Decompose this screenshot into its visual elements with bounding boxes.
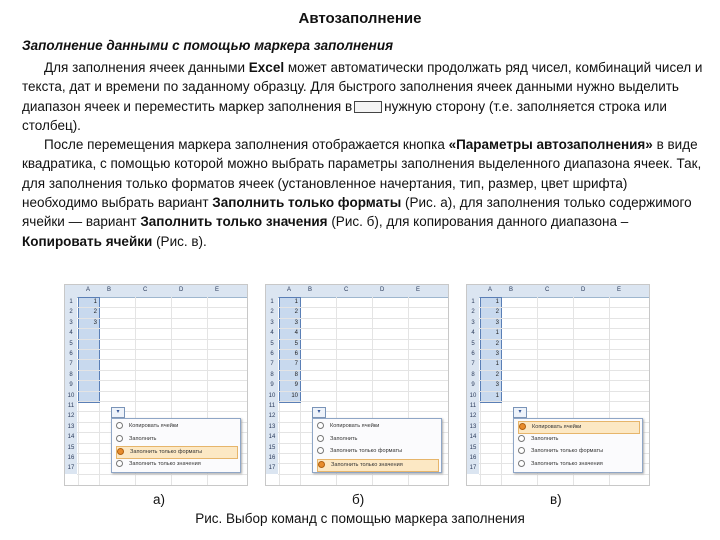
row-header: 1 [65,297,77,307]
radio-icon [317,435,324,442]
column-header: A [287,287,292,293]
grid-line [77,370,247,371]
cell-value: 3 [495,319,499,326]
cell-value: 3 [495,382,499,389]
row-header: 1 [266,297,278,307]
menu-item[interactable] [518,421,640,434]
row-header: 17 [65,463,77,473]
row-header: 15 [266,443,278,453]
menu-item[interactable] [518,459,638,470]
radio-icon [116,435,123,442]
menu-item[interactable] [317,446,437,457]
grid-line [77,307,247,308]
row-header: 14 [467,432,479,442]
menu-item[interactable] [317,434,437,445]
menu-item-label: Копировать ячейки [532,424,582,430]
row-header: 9 [467,380,479,390]
grid-line [278,359,448,360]
radio-icon [116,460,123,467]
row-header: 8 [65,370,77,380]
page-title: Автозаполнение [298,10,422,27]
figure-caption: Рис. Выбор команд с помощью маркера заполнения [195,511,525,526]
autofill-options-button[interactable]: ▾ [513,407,527,418]
row-header: 5 [467,339,479,349]
column-header: B [107,287,112,293]
cell-value: 2 [495,371,499,378]
cell-value: 7 [294,361,298,368]
menu-item-label: Заполнить [531,435,559,442]
cell-value: 4 [294,330,298,337]
cell-value: 10 [291,392,298,399]
row-header: 10 [467,391,479,401]
row-header: 5 [65,339,77,349]
row-header: 4 [467,328,479,338]
figure-a-spreadsheet [64,284,248,486]
grid-line [479,359,649,360]
section-subtitle: Заполнение данными с помощью маркера заполнения [22,38,394,53]
grid-line [77,359,247,360]
menu-item[interactable] [518,446,638,457]
row-header: 17 [266,463,278,473]
column-header: B [308,287,313,293]
cell-value: 1 [495,392,499,399]
grid-line [278,349,448,350]
cell-value: 2 [294,309,298,316]
row-header: 13 [467,422,479,432]
cell-value: 1 [495,299,499,305]
paragraph-1: Для заполнения ячеек данными Excel может автоматически продолжать ряд чисел, комбинаций чисел и текста, дат и времени по заданному образцу. Для быстрого заполнения ячеек данными нужно выделить диапазон ячеек и переместить маркер заполнения в нужную сторону (т.е. заполняется строка или столбец). [22,60,703,133]
column-header: E [416,287,421,293]
cell-value: 3 [93,319,97,326]
row-header: 11 [65,401,77,411]
row-header: 12 [65,411,77,421]
grid-line [479,339,649,340]
grid-line [77,474,247,475]
cell-value: 6 [294,351,298,357]
column-header: A [488,287,493,293]
radio-icon [116,422,123,429]
body-text [22,58,704,251]
cell-value: 2 [93,309,97,316]
figure-b-spreadsheet [265,284,449,486]
grid-line [278,339,448,340]
grid-line [278,307,448,308]
row-header: 3 [65,318,77,328]
row-header: 4 [65,328,77,338]
grid-line [77,349,247,350]
grid-line [77,401,247,402]
row-header: 1 [467,297,479,307]
row-header: 4 [266,328,278,338]
grid-line [278,380,448,381]
menu-item-label: Заполнить только форматы [531,448,604,454]
row-header: 7 [65,359,77,369]
menu-item[interactable] [116,421,236,432]
radio-icon [518,460,525,467]
grid-line [278,391,448,392]
autofill-options-button[interactable]: ▾ [312,407,326,418]
row-header: 14 [266,432,278,442]
menu-item[interactable] [518,434,638,445]
row-header: 13 [266,422,278,432]
grid-line [479,370,649,371]
column-header: A [86,287,91,293]
row-header: 3 [467,318,479,328]
cell-value: 2 [495,309,499,316]
cell-value: 1 [495,361,499,368]
row-header: 2 [266,307,278,317]
grid-line [77,380,247,381]
grid-line [479,380,649,381]
grid-line [479,328,649,329]
grid-line [278,318,448,319]
row-header: 8 [266,370,278,380]
cell-value: 3 [294,319,298,326]
column-header: C [344,287,349,293]
figure-c-spreadsheet [466,284,650,486]
row-header: 11 [266,401,278,411]
menu-item-label: Заполнить только форматы [330,448,403,454]
row-header: 12 [467,411,479,421]
column-header: E [215,287,220,293]
row-header: 15 [65,443,77,453]
figure-c-label: в) [550,492,562,507]
row-header: 6 [266,349,278,359]
row-header: 16 [467,453,479,463]
grid-line [479,391,649,392]
menu-item-label: Заполнить только значения [129,460,201,467]
radio-icon [519,423,526,430]
radio-icon [317,422,324,429]
row-header: 2 [65,307,77,317]
cell-value: 3 [495,351,499,357]
menu-item-label: Заполнить только значения [331,461,403,468]
grid-line [278,411,448,412]
radio-icon [518,447,525,454]
menu-item[interactable] [116,459,236,470]
column-header: E [617,287,622,293]
row-header: 6 [65,349,77,359]
figure-b-label: б) [352,492,365,507]
autofill-options-menu [312,418,442,473]
row-header: 9 [65,380,77,390]
grid-line [479,318,649,319]
row-header: 7 [266,359,278,369]
row-header: 10 [266,391,278,401]
cell-value: 1 [93,299,97,305]
menu-item-label: Копировать ячейки [330,423,380,429]
row-header: 17 [467,463,479,473]
row-header: 8 [467,370,479,380]
row-header: 15 [467,443,479,453]
column-header: D [581,287,586,293]
grid-line [278,474,448,475]
row-header: 6 [467,349,479,359]
row-header: 9 [266,380,278,390]
grid-line [479,401,649,402]
column-header: C [143,287,148,293]
grid-line [77,391,247,392]
cell-value: 1 [495,330,499,337]
menu-item-label: Заполнить [330,435,358,442]
menu-item[interactable] [317,421,437,432]
cell-value: 8 [294,371,298,378]
menu-item[interactable] [116,446,238,459]
menu-item[interactable] [317,459,439,472]
fill-handle-icon [354,101,382,113]
column-header: B [509,287,514,293]
grid-line [278,328,448,329]
grid-line [479,411,649,412]
row-header: 7 [467,359,479,369]
radio-icon [117,448,124,455]
column-header: D [179,287,184,293]
menu-item-label: Заполнить только форматы [130,449,203,455]
row-header: 3 [266,318,278,328]
radio-icon [317,447,324,454]
cell-value: 5 [294,340,298,347]
row-header: 10 [65,391,77,401]
column-header: C [545,287,550,293]
cell-value: 9 [294,382,298,389]
menu-item-label: Заполнить [129,435,157,442]
paragraph-2: После перемещения маркера заполнения отображается кнопка «Параметры автозаполнения» в виде квадратика, с помощью которой можно выбрать параметры заполнения выделенного диапазона ячеек. Так, для заполнения только форматов ячеек (установленное начертания, тип, размер, цвет шрифта) необходимо выбрать вариант Заполнить только форматы (Рис. а), для заполнения только содержимого ячейки — вариант Заполнить только значения (Рис. б), для копирования данного диапазона – Копировать ячейки (Рис. в). [22,137,702,249]
grid-line [77,411,247,412]
row-header: 5 [266,339,278,349]
grid-line [278,370,448,371]
grid-line [278,401,448,402]
autofill-options-menu [111,418,241,473]
radio-icon [518,435,525,442]
cell-value: 1 [294,299,298,305]
radio-icon [318,461,325,468]
grid-line [77,328,247,329]
menu-item[interactable] [116,434,236,445]
row-header: 2 [467,307,479,317]
grid-line [479,474,649,475]
grid-line [77,339,247,340]
grid-line [77,318,247,319]
figure-a-label: а) [153,492,166,507]
row-header: 16 [65,453,77,463]
grid-line [479,307,649,308]
row-header: 11 [467,401,479,411]
menu-item-label: Копировать ячейки [129,423,179,429]
grid-line [479,349,649,350]
autofill-options-button[interactable]: ▾ [111,407,125,418]
row-header: 16 [266,453,278,463]
row-header: 13 [65,422,77,432]
column-header: D [380,287,385,293]
row-header: 14 [65,432,77,442]
row-header: 12 [266,411,278,421]
cell-value: 2 [495,340,499,347]
autofill-options-menu [513,418,643,473]
menu-item-label: Заполнить только значения [531,460,603,467]
